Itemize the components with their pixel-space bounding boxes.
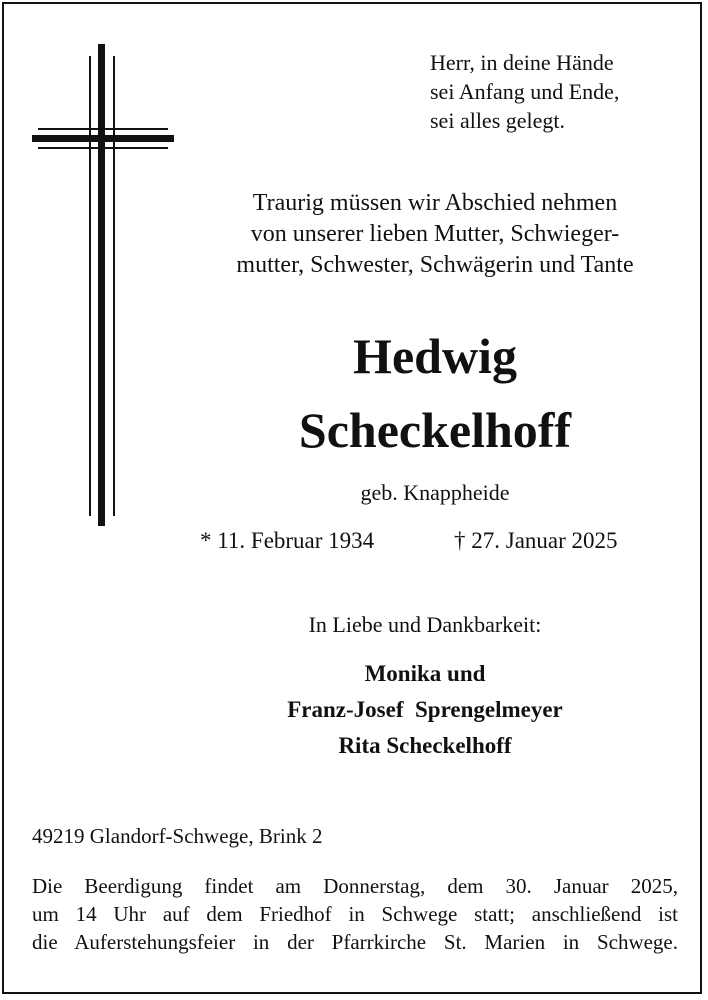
thanks-line: In Liebe und Dankbarkeit: — [308, 612, 542, 637]
motto-line: sei alles gelegt. — [430, 108, 566, 133]
deceased-first-name: Hedwig — [353, 328, 517, 384]
mourner-line: Monika und — [364, 661, 486, 686]
cross-icon — [30, 44, 176, 526]
funeral-line: um 14 Uhr auf dem Friedhof in Schwege statt; anschließend ist — [32, 902, 678, 926]
deceased-last-name: Scheckelhoff — [298, 402, 572, 458]
funeral-notice — [32, 872, 678, 956]
motto-line: sei Anfang und Ende, — [430, 79, 620, 104]
born-name: geb. Knappheide — [360, 480, 510, 505]
funeral-line: Die Beerdigung findet am Donnerstag, dem 30. Januar 2025, — [32, 874, 678, 898]
birth-date: * 11. Februar 1934 — [200, 528, 375, 553]
intro-line: von unserer lieben Mutter, Schwieger- — [250, 221, 620, 247]
mourner-line: Franz-Josef Sprengelmeyer — [287, 697, 563, 722]
intro-line: Traurig müssen wir Abschied nehmen — [252, 190, 618, 216]
mourner-line: Rita Scheckelhoff — [338, 733, 512, 758]
mourners-list — [170, 656, 680, 764]
funeral-line: die Auferstehungsfeier in der Pfarrkirche St. Marien in Schwege. — [32, 930, 678, 954]
intro-line: mutter, Schwester, Schwägerin und Tante — [236, 252, 634, 278]
address: 49219 Glandorf-Schwege, Brink 2 — [32, 824, 323, 848]
intro-text — [170, 188, 700, 281]
bible-motto — [430, 48, 690, 135]
death-date: † 27. Januar 2025 — [454, 528, 618, 553]
motto-line: Herr, in deine Hände — [430, 50, 614, 75]
